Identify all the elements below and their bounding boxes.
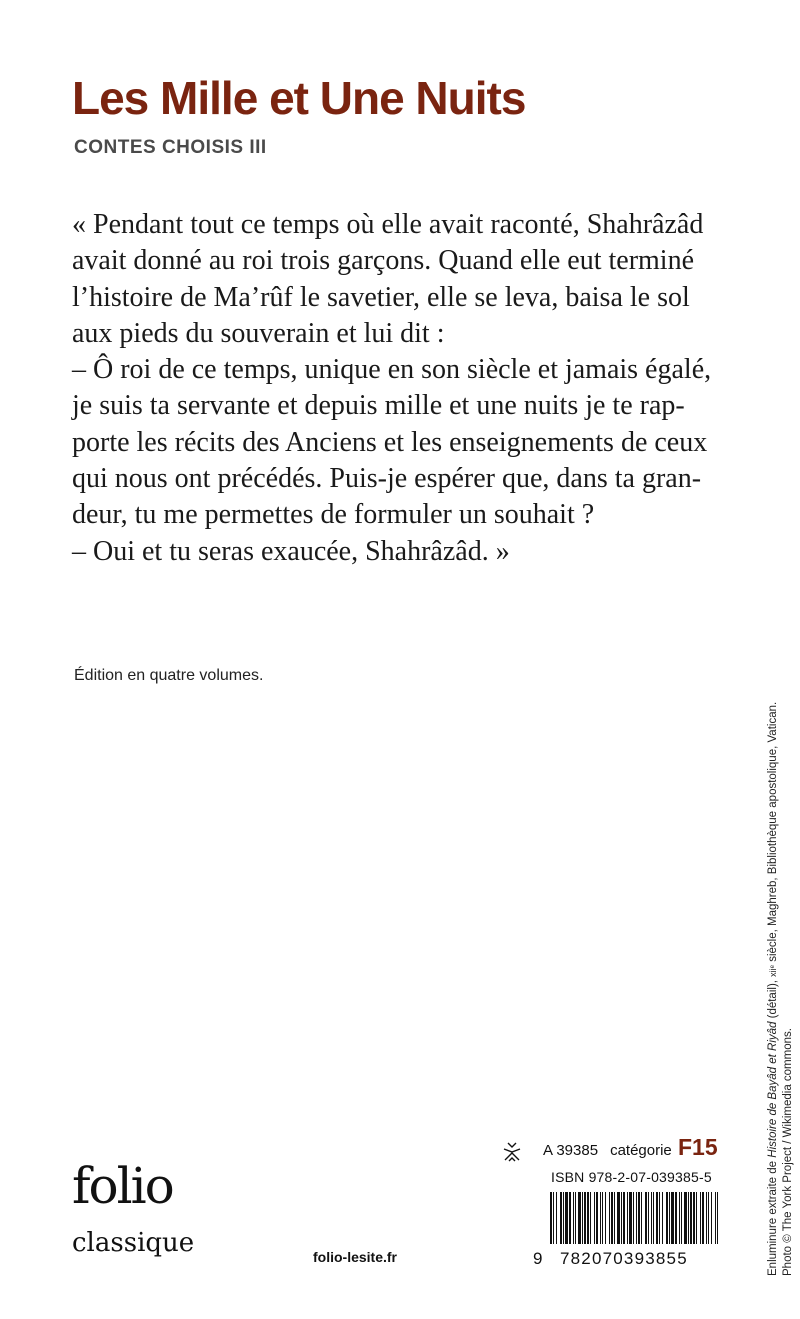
book-subtitle: CONTES CHOISIS III [74,137,267,158]
barcode-bar [553,1192,554,1244]
credits-line-1: Enluminure extraite de Histoire de Bayâd et Riyâd (détail), xiiᵉ siècle, Maghreb, Bibliothèque apostolique, Vatican. [767,701,779,1276]
barcode-bar [702,1192,704,1244]
barcode-bar [669,1192,670,1244]
barcode-bar [565,1192,568,1244]
barcode-bar [611,1192,613,1244]
barcode-bar [681,1192,682,1244]
barcode-bar [627,1192,628,1244]
website-link[interactable]: folio-lesite.fr [313,1249,398,1265]
barcode-bar [602,1192,603,1244]
barcode-bar [666,1192,668,1244]
barcode-bar [645,1192,647,1244]
barcode-first-digit: 9 [533,1249,543,1268]
barcode-bar [623,1192,625,1244]
barcode-bar [641,1192,642,1244]
barcode-bar [573,1192,574,1244]
barcode [550,1192,718,1254]
barcode-bar [594,1192,595,1244]
barcode-bar [662,1192,663,1244]
isbn: ISBN 978-2-07-039385-5 [551,1169,712,1185]
barcode-bar [556,1192,557,1244]
barcode-bar [609,1192,610,1244]
barcode-digits: 782070393855 [560,1249,688,1268]
barcode-bar [684,1192,687,1244]
quote-line: – Oui et tu seras exaucée, Shahrâzâd. » [72,535,510,567]
book-title: Les Mille et Une Nuits [72,72,526,124]
barcode-bar [569,1192,571,1244]
barcode-bar [575,1192,576,1244]
quote-line: – Ô roi de ce temps, unique en son siècle et jamais égalé, [72,354,712,386]
quote-line: « Pendant tout ce temps où elle avait raconté, Shahrâzâd [72,209,704,240]
quote-line: avait donné au roi trois garçons. Quand elle eut terminé [72,245,695,277]
quote-line: qui nous ont précédés. Puis-je espérer que, dans ta gran- [72,463,702,495]
barcode-bar [651,1192,652,1244]
barcode-bar [708,1192,709,1244]
credits-line-2: Photo © The York Project / Wikimedia commons. [782,1028,794,1276]
barcode-bar [563,1192,564,1244]
barcode-bar [715,1192,716,1244]
barcode-bar [596,1192,598,1244]
barcode-bar [656,1192,658,1244]
barcode-bar [675,1192,677,1244]
barcode-bar [717,1192,718,1244]
barcode-bar [629,1192,632,1244]
barcode-bar [690,1192,692,1244]
quote-line: porte les récits des Anciens et les enseignements de ceux [72,426,708,458]
barcode-bar [605,1192,606,1244]
barcode-bar [600,1192,601,1244]
quote-line: l’histoire de Ma’rûf le savetier, elle se leva, baisa le sol [72,281,690,313]
collection-logo: classique [72,1228,195,1258]
quote-line: je suis ta servante et depuis mille et une nuits je te rap- [72,390,685,422]
barcode-bar [560,1192,562,1244]
barcode-bar [582,1192,583,1244]
barcode-bar [688,1192,689,1244]
barcode-bar [584,1192,586,1244]
barcode-bar [653,1192,654,1244]
barcode-bar [617,1192,620,1244]
barcode-bar [711,1192,712,1244]
back-cover-quote [72,207,732,570]
barcode-bar [659,1192,660,1244]
quote-line: deur, tu me permettes de formuler un souhait ? [72,499,595,531]
quote-line: aux pieds du souverain et lui dit : [72,317,445,349]
barcode-bar [693,1192,695,1244]
price-category: F15 [678,1134,718,1160]
barcode-bar [587,1192,589,1244]
publisher-emblem-icon [500,1140,524,1164]
barcode-bar [621,1192,622,1244]
barcode-bar [614,1192,615,1244]
barcode-bar [706,1192,707,1244]
barcode-bar [679,1192,680,1244]
barcode-bar [633,1192,634,1244]
publisher-code: A 39385 catégorie [543,1142,672,1159]
barcode-bar [590,1192,591,1244]
barcode-bar [636,1192,637,1244]
barcode-bar [700,1192,701,1244]
image-credits [766,616,796,1276]
barcode-bar [550,1192,552,1244]
barcode-bar [648,1192,649,1244]
barcode-bar [696,1192,697,1244]
folio-logo: folio [72,1157,173,1215]
barcode-bar [638,1192,640,1244]
barcode-bar [578,1192,581,1244]
barcode-bar [671,1192,674,1244]
edition-note: Édition en quatre volumes. [74,667,264,684]
